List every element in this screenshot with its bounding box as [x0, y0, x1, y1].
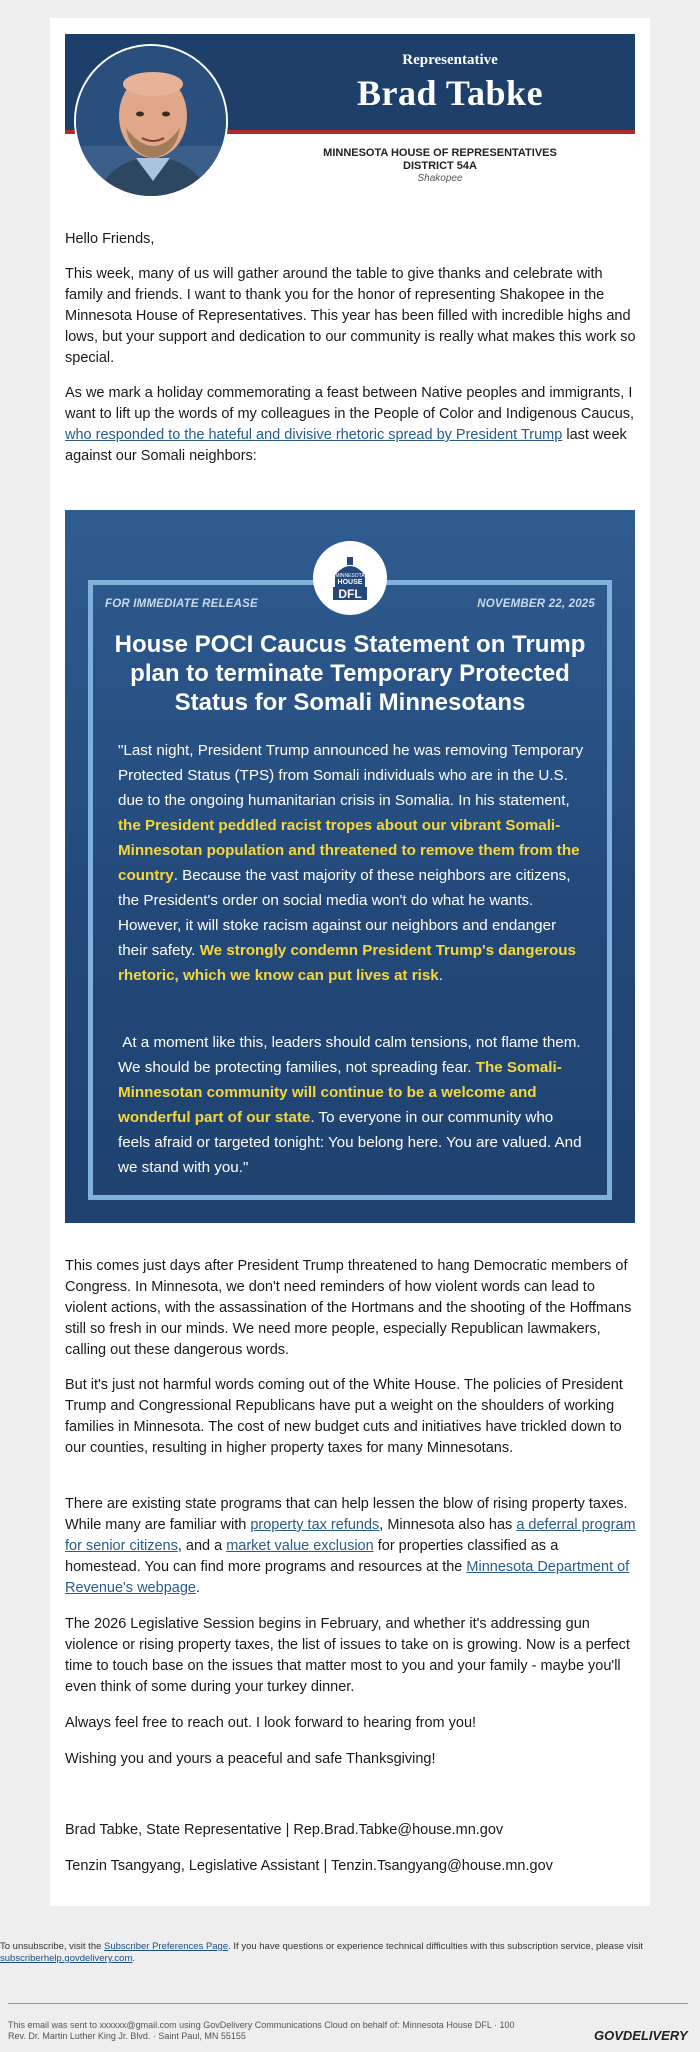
footer-unsubscribe: [0, 1941, 690, 1965]
paragraph-4: But it's just not harmful words coming out of the White House. The policies of President Trump and Congressional Republicans have put a weight on the shoulders of working families in Minnesota. The cost of new budget cuts and initiatives have trickled down to our counties, resulting in higher property taxes for many Minnesotans.: [65, 1377, 623, 1456]
header-name: Brad Tabke: [356, 73, 544, 113]
header-city: Shakopee: [417, 173, 463, 184]
govdelivery-logo[interactable]: GOVDELIVERY: [594, 2028, 688, 2043]
q1-text-a: "Last night, President Trump announced he was removing Temporary Protected Status (TPS) from Somali individuals who are in the U.S. due to the ongoing humanitarian crisis in Somalia. In his statement,: [118, 742, 584, 809]
p2-text-a: As we mark a holiday commemorating a feast between Native peoples and immigrants, I want to lift up the words of my colleagues in the People of Color and Indigenous Caucus,: [65, 385, 635, 422]
signature-assistant: Tenzin Tsangyang, Legislative Assistant | Tenzin.Tsangyang@house.mn.gov: [65, 1858, 553, 1874]
p2-text-b: last week against our Somali neighbors:: [65, 427, 627, 464]
poci-statement-link[interactable]: who responded to the hateful and divisive rhetoric spread by President Trump: [65, 427, 563, 443]
dept-revenue-link[interactable]: Minnesota Department of Revenue's webpage: [65, 1559, 630, 1596]
market-value-exclusion-link[interactable]: market value exclusion: [226, 1538, 374, 1554]
property-tax-refunds-link[interactable]: property tax refunds: [250, 1517, 380, 1533]
p5-text-a: There are existing state programs that can help lessen the blow of rising property taxes. While many are familiar with: [65, 1496, 628, 1533]
q1-text-c: .: [438, 967, 443, 984]
unsub-text-b: . If you have questions or experience technical difficulties with this subscription service, please visit: [228, 1941, 643, 1952]
statement-paragraph-2: [118, 1030, 588, 1180]
paragraph-6: The 2026 Legislative Session begins in February, and whether it's addressing gun violence or rising property taxes, the list of issues to take on is growing. Now is a perfect time to touch base on the issues that matter most to you and your family - maybe you'll even think of some during your turkey dinner.: [65, 1616, 630, 1695]
paragraph-7: Always feel free to reach out. I look forward to hearing from you!: [65, 1715, 477, 1731]
house-dfl-logo: [313, 541, 387, 615]
unsub-text-c: .: [132, 1953, 135, 1964]
release-date: NOVEMBER 22, 2025: [477, 598, 595, 610]
logo-line-1: MINNESOTA: [335, 573, 365, 579]
q2-text-b: . To everyone in our community who feels afraid or targeted tonight: You belong here. You are valued. And we stand with you.": [118, 1109, 582, 1176]
subscriber-help-link[interactable]: subscriberhelp.govdelivery.com: [0, 1953, 133, 1964]
header-kicker: Representative: [402, 52, 498, 68]
paragraph-2: [65, 383, 637, 467]
paragraph-1: This week, many of us will gather around the table to give thanks and celebrate with family and friends. I want to thank you for the honor of representing Shakopee in the Minnesota House of Representatives. This year has been filled with incredible highs and lows, but your support and dedication to our community is really what makes this work so special.: [65, 266, 636, 366]
paragraph-3: This comes just days after President Trump threatened to hang Democratic members of Congress. In Minnesota, we don't need reminders of how violent words can lead to violent actions, with the assassination of the Hortmans and the shooting of the Hoffmans still so fresh in our minds. We need more people, especially Republican lawmakers, calling out these dangerous words.: [65, 1258, 632, 1358]
senior-deferral-link[interactable]: a deferral program for senior citizens: [65, 1517, 636, 1554]
greeting: Hello Friends,: [65, 231, 155, 247]
p5-text-c: , and a: [177, 1538, 227, 1554]
unsub-text-a: To unsubscribe, visit the: [0, 1941, 105, 1952]
sent-line-2: Rev. Dr. Martin Luther King Jr. Blvd. · Saint Paul, MN 55155: [8, 2031, 246, 2041]
org-line-1: MINNESOTA HOUSE OF REPRESENTATIVES: [323, 147, 557, 159]
press-release-graphic: [65, 510, 635, 1223]
q2-highlight-1: The Somali-Minnesotan community will continue to be a welcome and wonderful part of our state: [118, 1059, 562, 1126]
sent-line-1: This email was sent to xxxxxx@gmail.com using GovDelivery Communications Cloud on behalf of: Minnesota House DFL · 100: [8, 2020, 515, 2030]
subscriber-preferences-link[interactable]: Subscriber Preferences Page: [104, 1941, 229, 1952]
press-release-title: House POCI Caucus Statement on Trump plan to terminate Temporary Protected Status for Somali Minnesotans: [114, 631, 586, 716]
paragraph-8: Wishing you and yours a peaceful and safe Thanksgiving!: [65, 1751, 436, 1767]
statement-paragraph-1: [118, 738, 588, 988]
p5-text-e: .: [195, 1580, 200, 1596]
q2-text-a: At a moment like this, leaders should calm tensions, not flame them. We should be protecting families, not spreading fear.: [118, 1034, 581, 1076]
logo-line-2: HOUSE: [337, 579, 363, 586]
q1-text-b: . Because the vast majority of these neighbors are citizens, the President's order on social media won't do what he wants. However, it will stoke racism against our neighbors and endanger their safety.: [118, 867, 571, 959]
release-label: FOR IMMEDIATE RELEASE: [105, 598, 258, 610]
p5-text-d: for properties classified as a homestead. You can find more programs and resources at the: [65, 1538, 559, 1575]
footer-divider: [8, 2003, 688, 2004]
paragraph-5: [65, 1494, 637, 1599]
q1-highlight-2: We strongly condemn President Trump's dangerous rhetoric, which we know can put lives at risk: [118, 942, 576, 984]
org-line-2: DISTRICT 54A: [403, 160, 477, 172]
header-org: [290, 147, 590, 173]
q1-highlight-1: the President peddled racist tropes about our vibrant Somali-Minnesotan population and threatened to remove them from the country: [118, 817, 580, 884]
portrait-photo: [74, 44, 228, 198]
signature-representative: Brad Tabke, State Representative | Rep.Brad.Tabke@house.mn.gov: [65, 1822, 504, 1838]
logo-line-3: DFL: [338, 587, 362, 601]
footer-sent-info: [8, 2020, 568, 2042]
p5-text-b: , Minnesota also has: [379, 1517, 517, 1533]
